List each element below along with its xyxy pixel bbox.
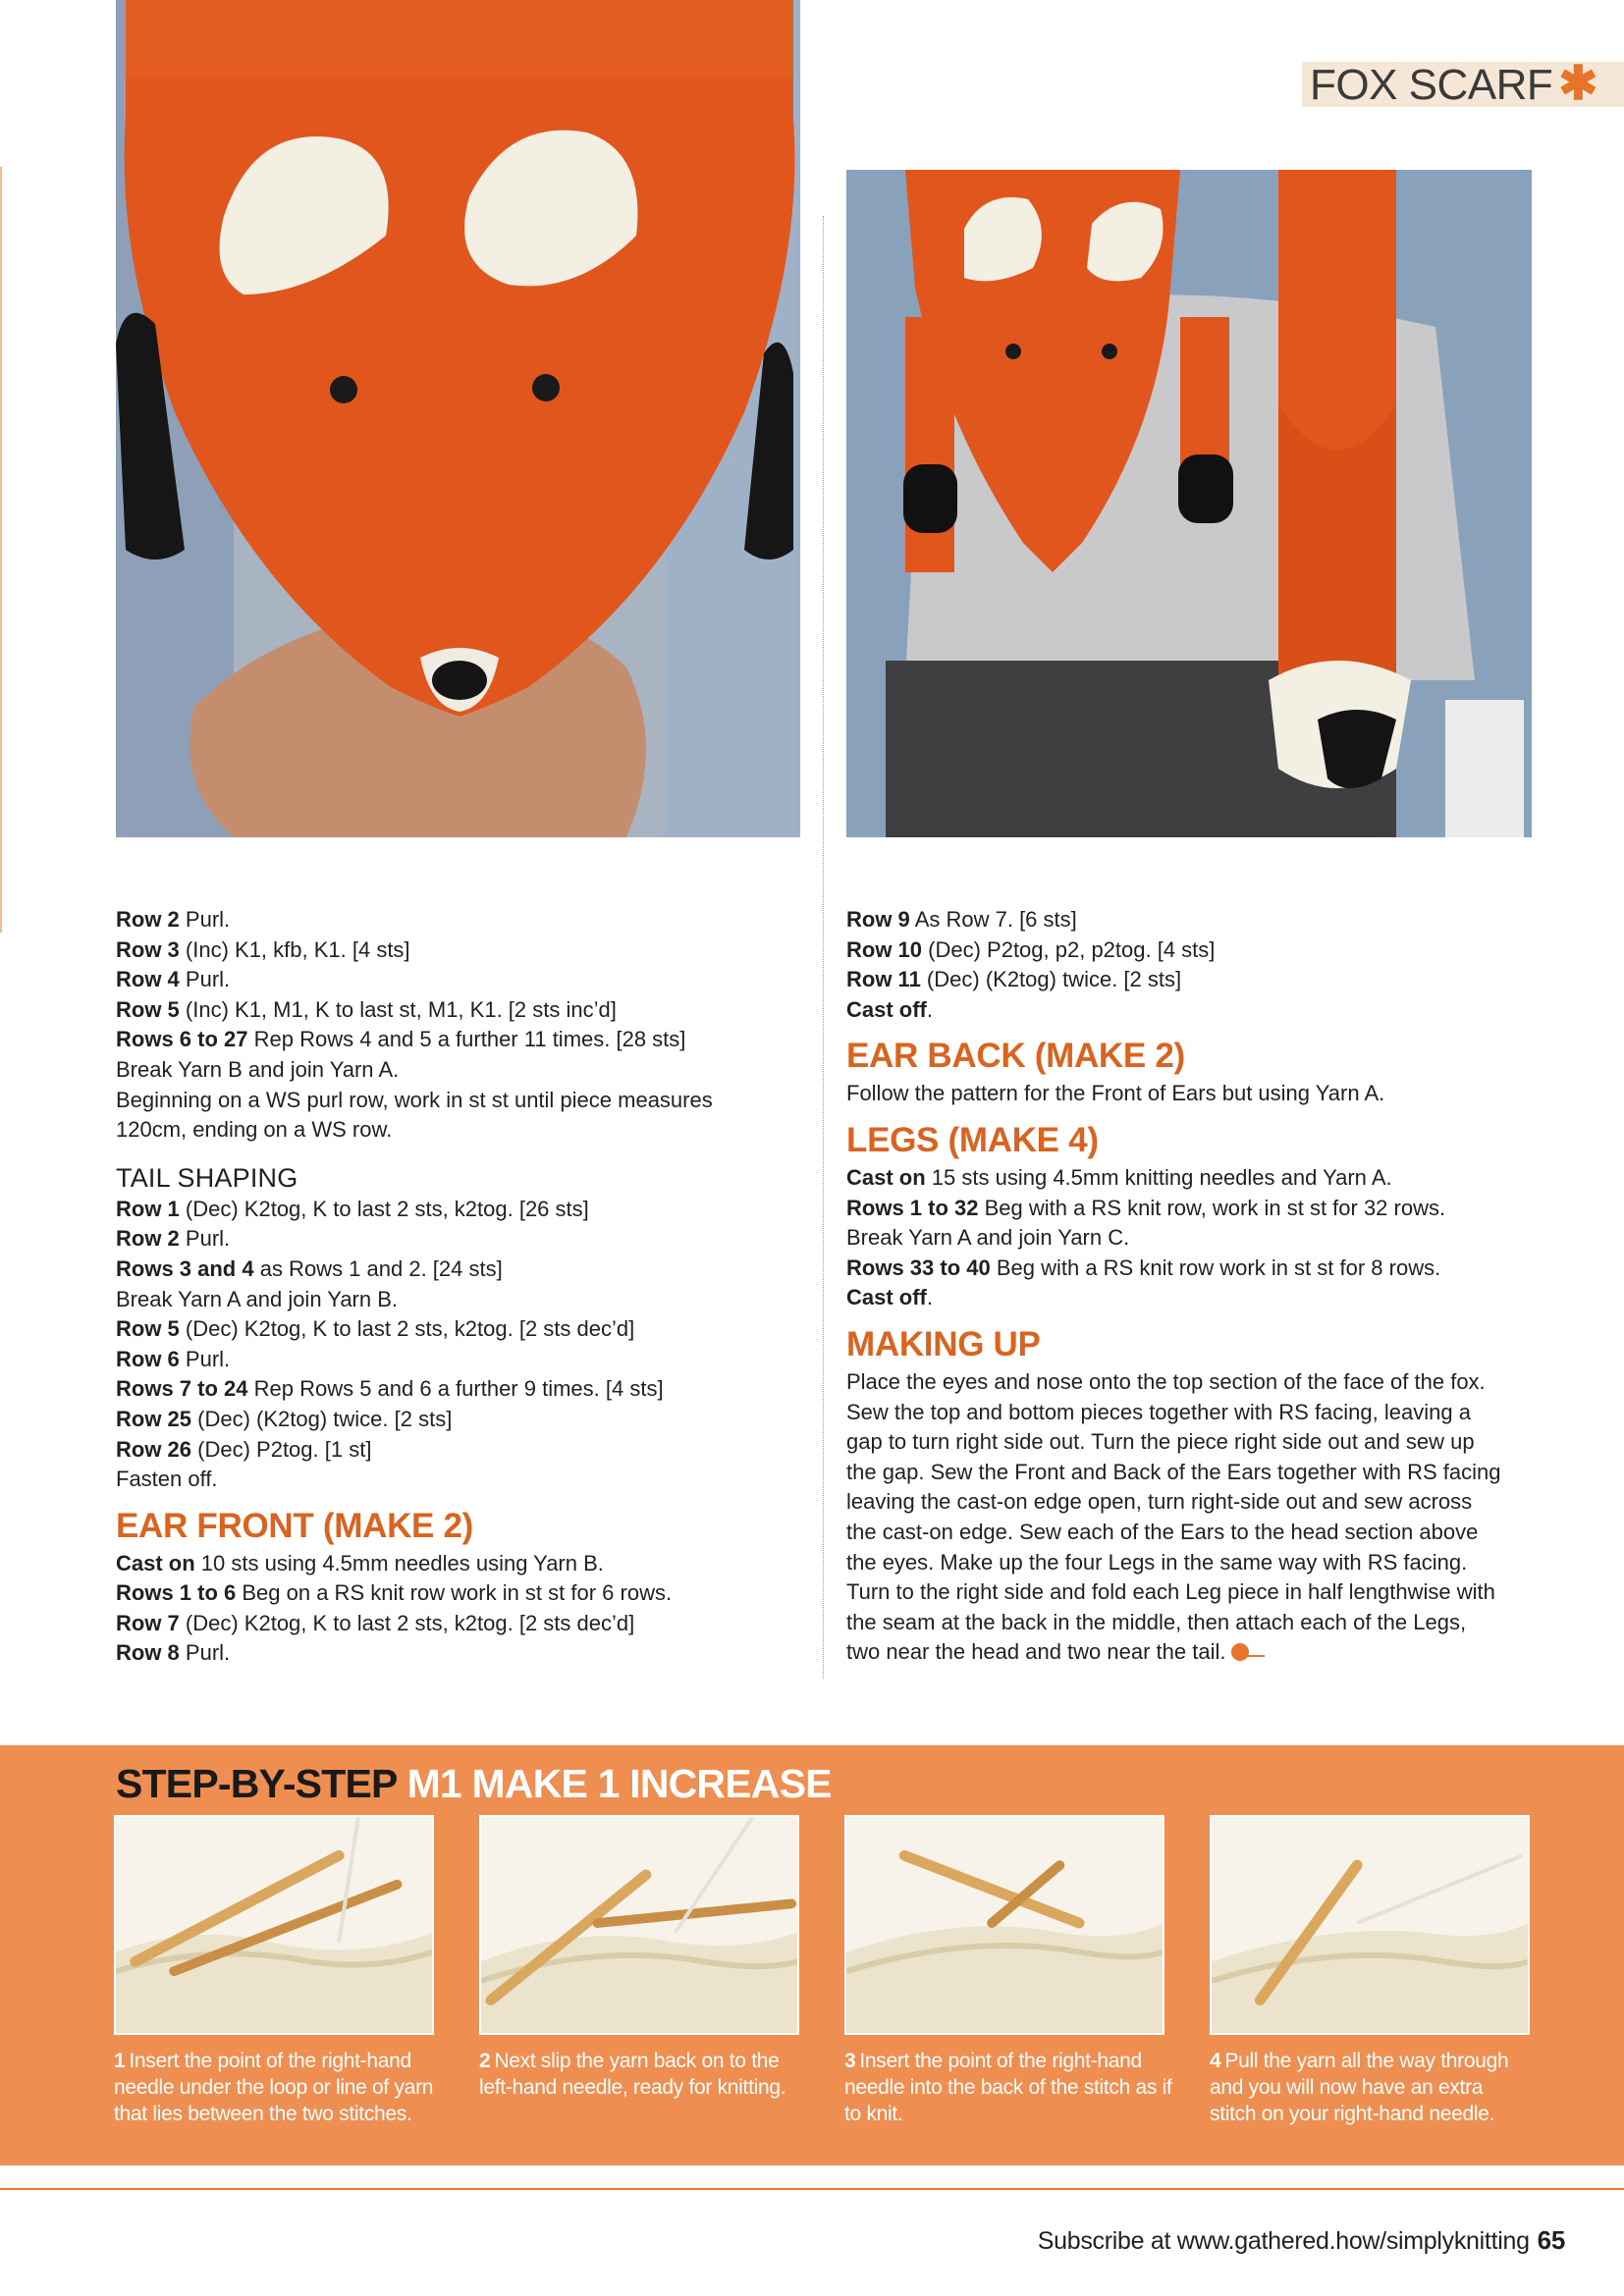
column-divider bbox=[823, 216, 824, 1679]
paragraph-line: the gap. Sew the Front and Back of the Ears together with RS facing bbox=[846, 1459, 1501, 1484]
instruction-line: Rows 7 to 24 Rep Rows 5 and 6 a further 9 times. [4 sts] bbox=[116, 1376, 664, 1402]
instruction-line: Follow the pattern for the Front of Ears but using Yarn A. bbox=[846, 1081, 1385, 1106]
step-3-caption: 3 Insert the point of the right-hand needle into the back of the stitch as if to knit. bbox=[844, 2050, 1172, 2125]
instruction-line: Rows 6 to 27 Rep Rows 4 and 5 a further 11 times. [28 sts] bbox=[116, 1027, 686, 1052]
instruction-line: Row 26 (Dec) P2tog. [1 st] bbox=[116, 1436, 372, 1462]
paragraph-line: the cast-on edge. Sew each of the Ears to the head section above bbox=[846, 1519, 1479, 1544]
step-1-photo bbox=[114, 1815, 434, 2035]
page-edge-accent bbox=[0, 167, 2, 933]
instruction-line: Row 4 Purl. bbox=[116, 967, 231, 992]
step-3-photo bbox=[844, 1815, 1164, 2035]
instruction-line: Row 7 (Dec) K2tog, K to last 2 sts, k2tog. [2 sts dec’d] bbox=[116, 1610, 635, 1635]
instruction-line: Rows 1 to 6 Beg on a RS knit row work in st st for 6 rows. bbox=[116, 1580, 673, 1606]
yarn-ball-end-icon bbox=[1231, 1643, 1249, 1661]
page-number: 65 bbox=[1537, 2225, 1565, 2255]
section-title: FOX SCARF bbox=[1310, 61, 1553, 109]
instruction-line: Row 8 Purl. bbox=[116, 1640, 231, 1666]
asterisk-icon: ✱ bbox=[1558, 58, 1598, 110]
instruction-line: Beginning on a WS purl row, work in st st until piece measures bbox=[116, 1087, 713, 1112]
making-up-heading: MAKING UP bbox=[846, 1324, 1041, 1363]
instruction-line: Row 1 (Dec) K2tog, K to last 2 sts, k2tog. [26 sts] bbox=[116, 1196, 589, 1221]
instruction-line: Cast off. bbox=[846, 1285, 934, 1310]
paragraph-line: the eyes. Make up the four Legs in the same way with RS facing. bbox=[846, 1549, 1468, 1575]
instruction-line: Row 2 Purl. bbox=[116, 907, 231, 932]
paragraph-line: Place the eyes and nose onto the top section of the face of the fox. bbox=[846, 1368, 1486, 1394]
instruction-line: Row 11 (Dec) (K2tog) twice. [2 sts] bbox=[846, 967, 1182, 992]
instruction-line: Row 5 (Dec) K2tog, K to last 2 sts, k2tog. [2 sts dec’d] bbox=[116, 1316, 635, 1342]
instruction-line: Cast on 10 sts using 4.5mm needles using Yarn B. bbox=[116, 1550, 604, 1575]
ear-front-heading: EAR FRONT (MAKE 2) bbox=[116, 1506, 474, 1545]
tail-shaping-heading: TAIL SHAPING bbox=[116, 1162, 298, 1193]
instruction-line: Row 6 Purl. bbox=[116, 1346, 231, 1371]
footer-divider bbox=[0, 2188, 1624, 2190]
instruction-line: Row 3 (Inc) K1, kfb, K1. [4 sts] bbox=[116, 936, 410, 962]
paragraph-line: the seam at the back in the middle, then attach each of the Legs, bbox=[846, 1609, 1467, 1634]
legs-heading: LEGS (MAKE 4) bbox=[846, 1120, 1099, 1159]
footer bbox=[1038, 2225, 1565, 2256]
step-by-step-heading: STEP-BY-STEP M1 MAKE 1 INCREASE bbox=[116, 1761, 832, 1806]
instruction-line: Row 2 Purl. bbox=[116, 1226, 231, 1252]
instruction-line: 120cm, ending on a WS row. bbox=[116, 1117, 393, 1143]
right-column bbox=[846, 905, 1534, 1668]
paragraph-line: Sew the top and bottom pieces together with RS facing, leaving a bbox=[846, 1399, 1471, 1424]
subscribe-link[interactable]: Subscribe at www.gathered.how/simplyknitting bbox=[1037, 2227, 1530, 2255]
instruction-line: Break Yarn B and join Yarn A. bbox=[116, 1056, 400, 1082]
instruction-line: Fasten off. bbox=[116, 1467, 218, 1492]
instruction-line: Rows 1 to 32 Beg with a RS knit row, work in st st for 32 rows. bbox=[846, 1195, 1446, 1220]
instruction-line: Break Yarn A and join Yarn B. bbox=[116, 1286, 399, 1311]
section-tag bbox=[1302, 58, 1624, 110]
paragraph-line: two near the head and two near the tail. bbox=[846, 1637, 1534, 1668]
step-1-caption: 1 Insert the point of the right-hand needle under the loop or line of yarn that lies between the two stitches. bbox=[114, 2050, 434, 2125]
instruction-line: Cast on 15 sts using 4.5mm knitting needles and Yarn A. bbox=[846, 1164, 1392, 1190]
paragraph-line: leaving the cast-on edge open, turn right-side out and sew across bbox=[846, 1489, 1473, 1515]
ear-back-heading: EAR BACK (MAKE 2) bbox=[846, 1037, 1185, 1076]
step-2-caption: 2 Next slip the yarn back on to the left-hand needle, ready for knitting. bbox=[479, 2050, 786, 2099]
step-4-caption: 4 Pull the yarn all the way through and you will now have an extra stitch on your right-hand needle. bbox=[1210, 2050, 1509, 2125]
paragraph-line: gap to turn right side out. Turn the piece right side out and sew up bbox=[846, 1429, 1475, 1455]
instruction-line: Rows 33 to 40 Beg with a RS knit row work in st st for 8 rows. bbox=[846, 1255, 1441, 1280]
fox-head-photo bbox=[116, 0, 800, 837]
left-column bbox=[116, 905, 803, 1669]
instruction-line: Break Yarn A and join Yarn C. bbox=[846, 1225, 1130, 1251]
instruction-line: Row 10 (Dec) P2tog, p2, p2tog. [4 sts] bbox=[846, 936, 1216, 962]
step-2-photo bbox=[479, 1815, 799, 2035]
paragraph-line: Turn to the right side and fold each Leg piece in half lengthwise with bbox=[846, 1579, 1495, 1605]
step-4-photo bbox=[1210, 1815, 1530, 2035]
instruction-line: Row 25 (Dec) (K2tog) twice. [2 sts] bbox=[116, 1406, 453, 1431]
instruction-line: Row 9 As Row 7. [6 sts] bbox=[846, 907, 1077, 932]
instruction-line: Rows 3 and 4 as Rows 1 and 2. [24 sts] bbox=[116, 1255, 503, 1281]
instruction-line: Row 5 (Inc) K1, M1, K to last st, M1, K1. [2 sts inc’d] bbox=[116, 996, 617, 1022]
child-wearing-scarf-photo bbox=[846, 170, 1532, 837]
instruction-line: Cast off. bbox=[846, 996, 934, 1022]
